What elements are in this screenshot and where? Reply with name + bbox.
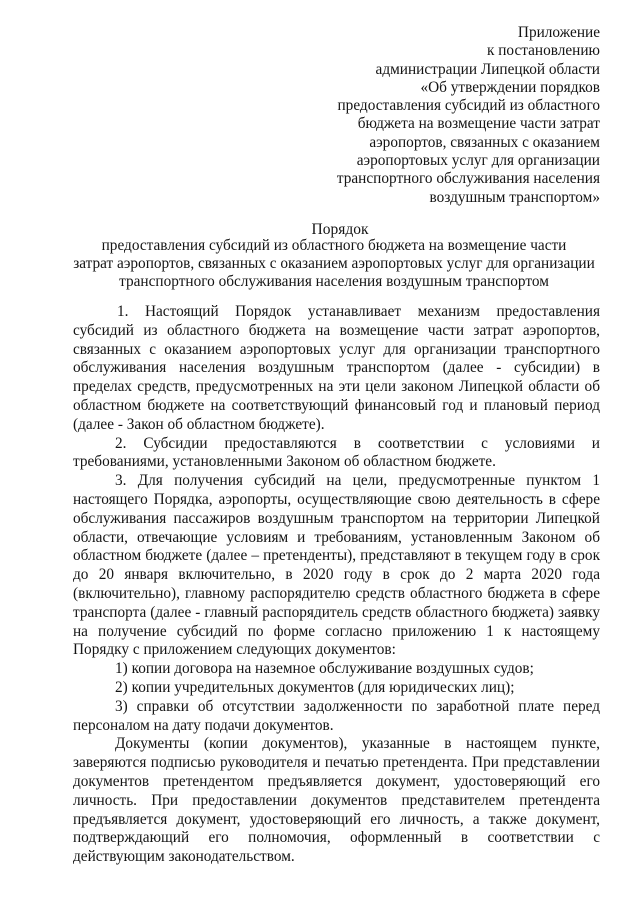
document-subtitle <box>64 237 604 292</box>
paragraph-documents-certification: Документы (копии документов), указанные в настоящем пункте, заверяются подписью руководителя и печатью претендента. При представлении документов претендентом предъявляется документ, удостоверяющий его личность. При предоставлении документов представителем претендента предъявляется документ, удостоверяющий его личность, а также документ, подтверждающий его полномочия, оформленный в соответствии с действующим законодательством. <box>73 735 600 866</box>
appendix-line: к постановлению <box>486 42 600 60</box>
appendix-line: воздушным транспортом» <box>429 188 600 206</box>
appendix-line: бюджета на возмещение части затрат <box>357 115 600 133</box>
appendix-header <box>300 24 600 207</box>
appendix-line: аэропортовых услуг для организации <box>356 152 600 170</box>
appendix-line: администрации Липецкой области <box>375 60 600 78</box>
document-title: Порядок <box>311 221 369 238</box>
subtitle-line: транспортного обслуживания населения воздушным транспортом <box>119 273 549 291</box>
appendix-line: предоставления субсидий из областного <box>337 97 600 115</box>
paragraph-clause-1: 1. Настоящий Порядок устанавливает механизм предоставления субсидий из областного бюджета на возмещение части затрат аэропортов, связанных с оказанием аэропортовых услуг для организации транспортного обслуживания населения воздушным транспортом (далее - субсидии) в пределах средств, предусмотренных на эти цели законом Липецкой области об областном бюджете на соответствующий финансовый год и плановый период (далее - Закон об областном бюджете). <box>73 303 600 433</box>
appendix-line: аэропортов, связанных с оказанием <box>369 133 600 151</box>
paragraph-clause-2: 2. Субсидии предоставляются в соответствии с условиями и требованиями, установленными Законом об областном бюджете. <box>73 434 600 471</box>
appendix-line: транспортного обслуживания населения <box>336 170 600 188</box>
appendix-line: «Об утверждении порядков <box>420 78 600 96</box>
list-item-document-1: 1) копии договора на наземное обслуживание воздушных судов; <box>115 660 534 678</box>
list-item-document-2: 2) копии учредительных документов (для юридических лиц); <box>115 678 515 696</box>
document-body <box>73 303 600 867</box>
subtitle-line: предоставления субсидий из областного бюджета на возмещение части <box>101 237 567 254</box>
appendix-line: Приложение <box>517 24 600 41</box>
list-item-document-3: 3) справки об отсутствии задолженности по заработной плате перед персоналом на дату подачи документов. <box>73 697 600 734</box>
subtitle-line: затрат аэропортов, связанных с оказанием аэропортовых услуг для организации <box>73 255 595 273</box>
paragraph-clause-3: 3. Для получения субсидий на цели, предусмотренные пунктом 1 настоящего Порядка, аэропорты, осуществляющие свою деятельность в сфере обслуживания пассажиров воздушным транспортом на территории Липецкой области, отвечающие условиям и требованиям, установленным Законом об областном бюджете (далее – претенденты), представляют в текущем году в срок до 20 января включительно, в 2020 году в срок до 2 марта 2020 года (включительно), главному распорядителю средств областного бюджета в сфере транспорта (далее - главный распорядитель средств областного бюджета) заявку на получение субсидий по форме согласно приложению 1 к настоящему Порядку с приложением следующих документов: <box>73 472 600 659</box>
